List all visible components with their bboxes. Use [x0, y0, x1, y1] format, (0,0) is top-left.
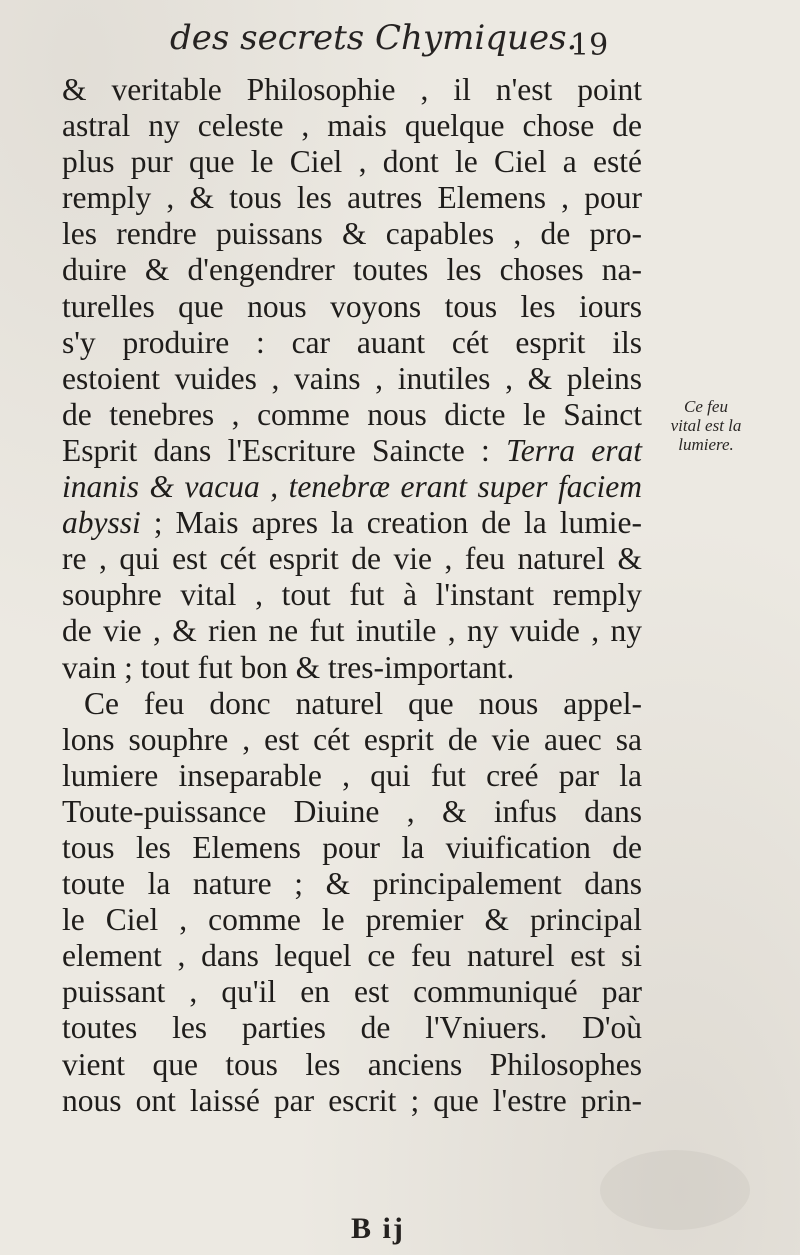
text-line: re , qui est cét esprit de vie , feu naturel &: [62, 541, 642, 577]
marginal-note: [666, 397, 746, 454]
page-stain: [600, 1150, 750, 1230]
text-line: souphre vital , tout fut à l'instant remply: [62, 577, 642, 613]
text-line: astral ny celeste , mais quelque chose de: [62, 108, 642, 144]
text-line: turelles que nous voyons tous les iours: [62, 288, 642, 324]
text-line: estoient vuides , vains , inutiles , & pleins: [62, 360, 642, 396]
text-line: lumiere inseparable , qui fut creé par la: [62, 757, 642, 793]
body-text: [62, 72, 642, 1119]
text-line: & veritable Philosophie , il n'est point: [62, 72, 642, 107]
text-line: de tenebres , comme nous dicte le Sainct: [62, 396, 642, 432]
text-line: s'y produire : car auant cét esprit ils: [62, 324, 642, 360]
text-line: toutes les parties de l'Vniuers. D'où: [62, 1010, 642, 1046]
marginal-note-line: Ce feu: [684, 397, 728, 416]
text-line: vain ; tout fut bon & tres-important.: [62, 649, 515, 685]
text-line: vient que tous les anciens Philosophes: [62, 1046, 642, 1082]
text-line: Ce feu donc naturel que nous appel-: [84, 685, 642, 721]
text-line: puissant , qu'il en est communiqué par: [62, 974, 642, 1010]
latin-quote: Terra erat: [506, 432, 642, 468]
text-line: remply , & tous les autres Elemens , pour: [62, 180, 642, 216]
text-line: de vie , & rien ne fut inutile , ny vuide , ny: [62, 613, 642, 649]
text-line: les rendre puissans & capables , de pro-: [62, 216, 642, 252]
marginal-note-line: lumiere.: [678, 435, 734, 454]
text-segment: Esprit dans l'Escriture Saincte :: [62, 432, 507, 468]
running-head: des secrets Chymiques.: [170, 18, 578, 58]
text-line: Toute-puissance Diuine , & infus dans: [62, 793, 642, 829]
marginal-note-line: vital est la: [670, 416, 742, 435]
text-line-with-latin: [62, 505, 642, 541]
text-line: lons souphre , est cét esprit de vie auec sa: [62, 721, 642, 757]
latin-quote: abyssi: [62, 505, 141, 541]
signature-mark: B ij: [351, 1212, 405, 1245]
text-line: nous ont laissé par escrit ; que l'estre prin-: [62, 1082, 642, 1118]
text-line: le Ciel , comme le premier & principal: [62, 902, 642, 938]
page-number: 19: [570, 28, 609, 63]
text-segment: ; Mais apres la creation de la lumie-: [140, 505, 642, 541]
text-line-with-latin: [62, 433, 642, 469]
text-line: toute la nature ; & principalement dans: [62, 866, 642, 902]
text-line: element , dans lequel ce feu naturel est si: [62, 938, 642, 974]
latin-quote-line: inanis & vacua , tenebræ erant super faciem: [62, 469, 642, 505]
text-line: plus pur que le Ciel , dont le Ciel a esté: [62, 144, 642, 180]
text-line: tous les Elemens pour la viuification de: [62, 829, 642, 865]
text-line: duire & d'engendrer toutes les choses na-: [62, 252, 642, 288]
